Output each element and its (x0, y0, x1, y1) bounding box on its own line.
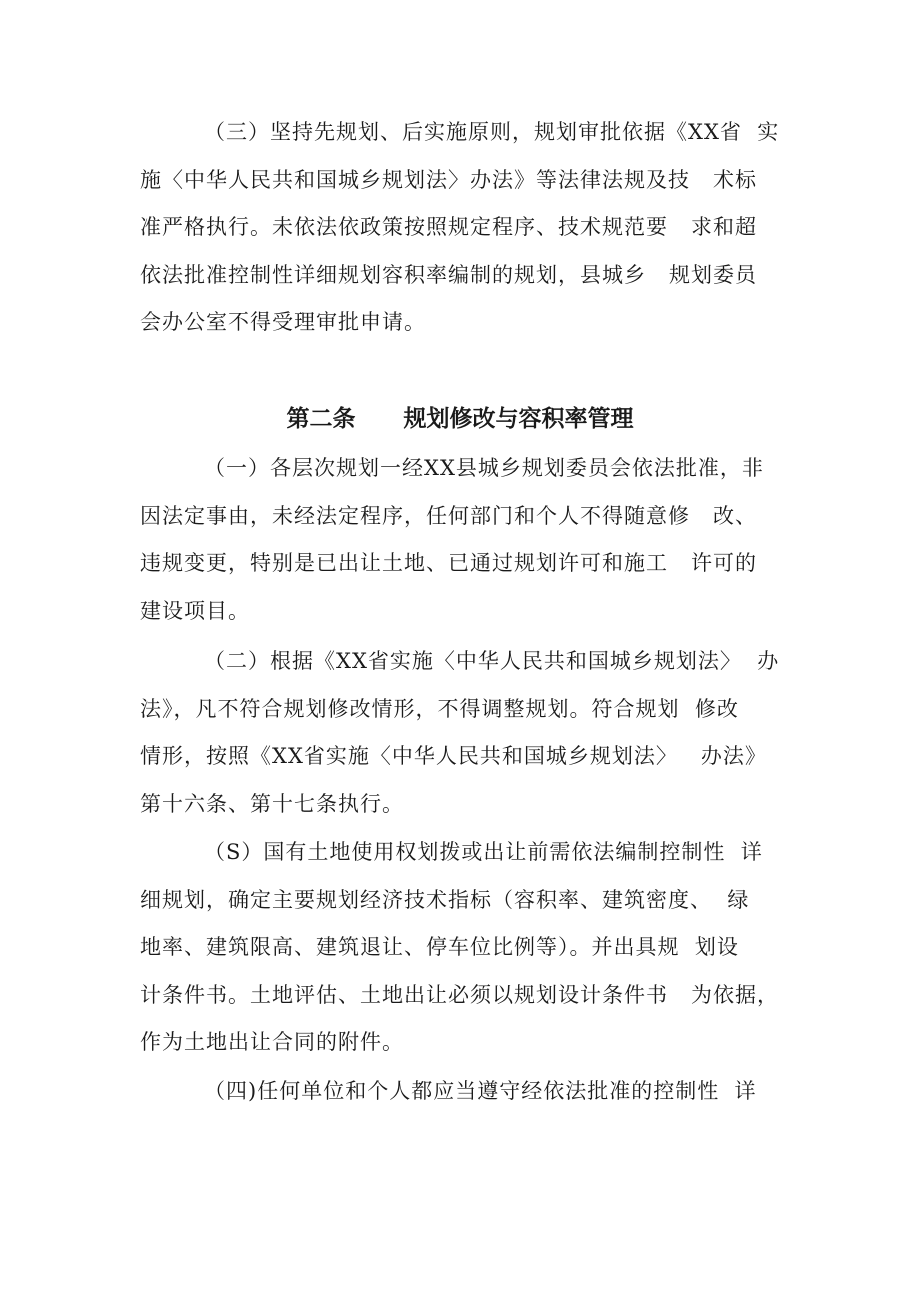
paragraph-item-4 (140, 1068, 790, 1116)
paragraph-section-3 (140, 109, 790, 347)
text-line: 施〈中华人民共和国城乡规划法〉办法》等法律法规及技 术标 (140, 167, 758, 192)
text-line: 计条件书。土地评估、土地出让必须以规划设计条件书 为依据， (140, 982, 780, 1007)
paragraph-item-2 (140, 638, 790, 828)
text-line: （四)任何单位和个人都应当遵守经依法批准的控制性 详 (204, 1079, 757, 1103)
text-line: （三）坚持先规划、后实施原则，规划审批依据《XX省 实 (204, 120, 780, 144)
text-line: 法》，凡不符合规划修改情形，不得调整规划。符合规划 修改 (140, 696, 739, 721)
paragraph-item-1 (140, 445, 790, 635)
text-line: 会办公室不得受理审批申请。 (140, 310, 426, 334)
text-line: （二）根据《XX省实施〈中华人民共和国城乡规划法〉 办 (204, 649, 780, 673)
text-line: （S）国有土地使用权划拨或出让前需依法编制控制性 详 (204, 840, 763, 864)
text-line: 准严格执行。未依法依政策按照规定程序、技术规范要 求和超 (140, 215, 758, 239)
text-line: 地率、建筑限高、建筑退让、停车位比例等）。并出具规 划设 (140, 935, 739, 959)
text-line: 作为土地出让合同的附件。 (140, 1030, 404, 1054)
text-line: 建设项目。 (140, 598, 250, 623)
text-line: 违规变更，特别是已出让土地、已通过规划许可和施工 许可的 (140, 551, 758, 575)
text-line: 依法批准控制性详细规划容积率编制的规划，县城乡 规划委员 (140, 262, 758, 287)
text-line: 情形，按照《XX省实施〈中华人民共和国城乡规划法〉 办法》 (140, 744, 767, 768)
text-line: 细规划，确定主要规划经济技术指标（容积率、建筑密度、 绿 (140, 887, 750, 912)
article-heading: 第二条 规划修改与容积率管理 (286, 406, 634, 432)
text-line: 第十六条、第十七条执行。 (140, 791, 404, 816)
paragraph-item-3 (140, 829, 790, 1067)
text-line: （一）各层次规划一经XX县城乡规划委员会依法批准，非 (204, 456, 764, 480)
text-line: 因法定事由，未经法定程序，任何部门和个人不得随意修 改、 (140, 503, 758, 528)
